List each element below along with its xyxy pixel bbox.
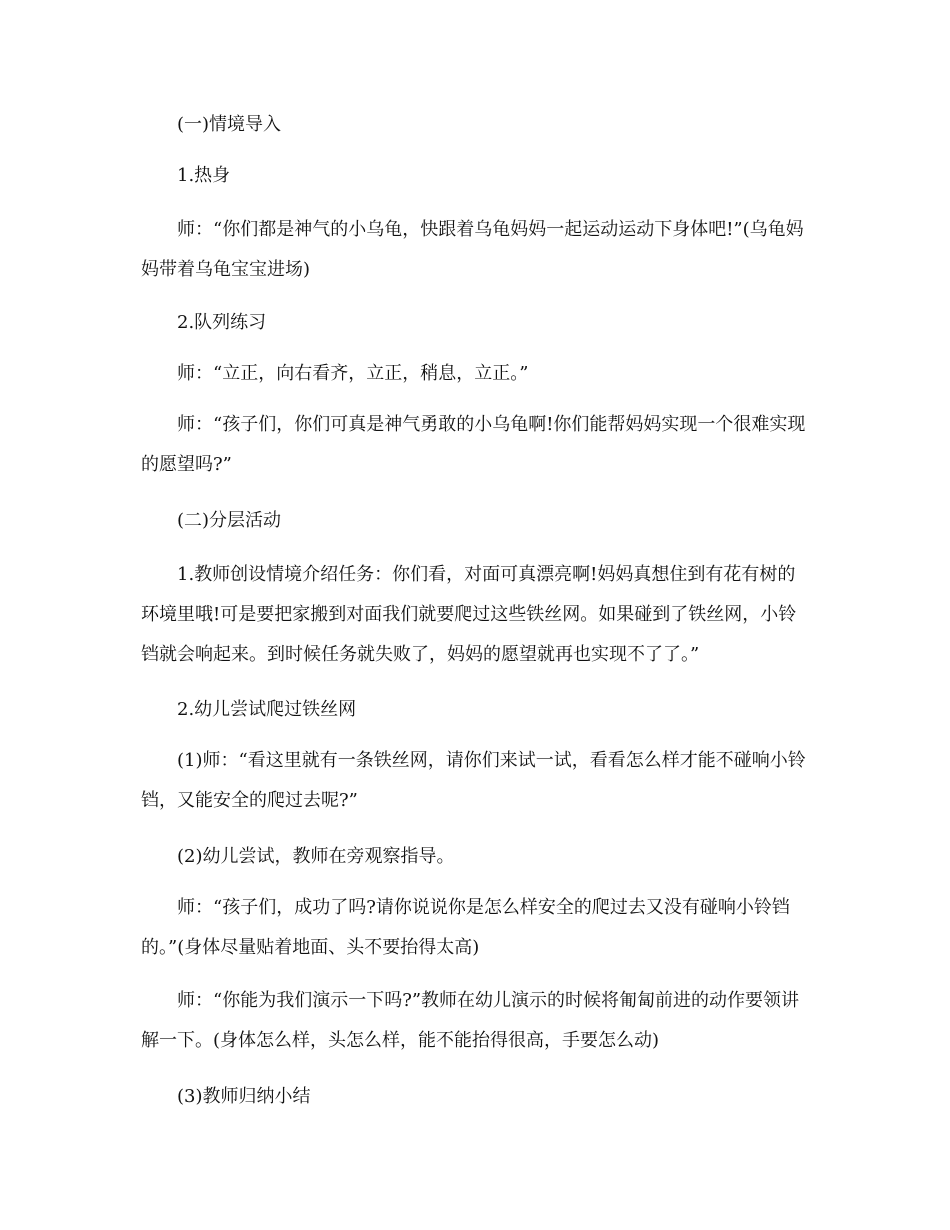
subheading-attempt: 2.幼儿尝试爬过铁丝网 [177, 699, 357, 720]
section-heading-1: (一)情境导入 [177, 114, 282, 135]
paragraph: (3)教师归纳小结 [177, 1086, 311, 1107]
paragraph: 1.教师创设情境介绍任务：你们看，对面可真漂亮啊!妈妈真想住到有花有树的环境里哦!可是要把家搬到对面我们就要爬过这些铁丝网。如果碰到了铁丝网，小铃铛就会响起来。到时候任务就失败了，妈妈的愿望就再也实现不了了。” [141, 564, 797, 665]
paragraph: 师：“你能为我们演示一下吗?”教师在幼儿演示的时候将匍匐前进的动作要领讲解一下。(身体怎么样，头怎么样，能不能抬得很高，手要怎么动) [141, 990, 800, 1051]
paragraph: 师：“立正，向右看齐，立正，稍息，立正。” [177, 363, 529, 384]
paragraph: 师：“孩子们，成功了吗?请你说说你是怎么样安全的爬过去又没有碰响小铃铛的。”(身体尽量贴着地面、头不要抬得太高) [141, 897, 790, 958]
paragraph: (1)师：“看这里就有一条铁丝网，请你们来试一试，看看怎么样才能不碰响小铃铛，又能安全的爬过去呢?” [141, 750, 806, 811]
subheading-warmup: 1.热身 [177, 165, 231, 186]
paragraph: 师：“你们都是神气的小乌龟，快跟着乌龟妈妈一起运动运动下身体吧!”(乌龟妈妈带着乌龟宝宝进场) [141, 219, 804, 280]
paragraph: (2)幼儿尝试，教师在旁观察指导。 [177, 846, 455, 867]
subheading-drill: 2.队列练习 [177, 312, 267, 333]
paragraph: 师：“孩子们，你们可真是神气勇敢的小乌龟啊!你们能帮妈妈实现一个很难实现的愿望吗?” [141, 414, 806, 475]
section-heading-2: (二)分层活动 [177, 510, 282, 531]
